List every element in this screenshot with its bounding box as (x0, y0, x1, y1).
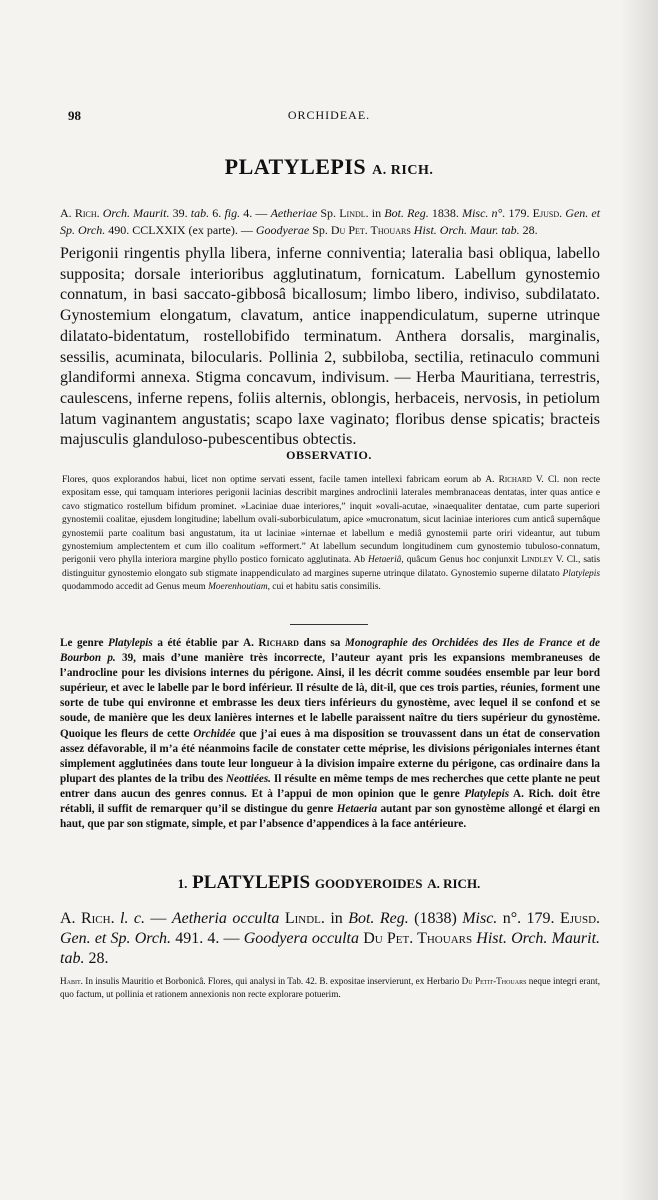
habitat-note: Habit. In insulis Mauritio et Borbonicâ. Flores, qui analysi in Tab. 42. B. expositae inservierunt, ex Herbario Du Petit-Thouars neque integri erant, quo factum, ut pollinia et rationem annexionis non recte explorare potuerim. (60, 976, 600, 999)
species-authority: A. RICH. (427, 876, 481, 891)
page-number: 98 (68, 108, 81, 123)
species-epithet: GOODYEROIDES (314, 876, 423, 891)
observatio-text: Flores, quos explorandos habui, licet non optime servati essent, facile tamen intellexi fabricam eorum ab A. Richard V. Cl. non recte expositam esse, qui tamquam interiores perigonii lacinias describit margines androclinii laterales membranaceas dentatas, inter quas antice e cavo stigmatico rostellum bifidum prominet. »Laciniae duae interiores,” inquit »ovali-acutae, »inaequaliter dentatae, cum parte superiori gynostemii coalitae, ejusdem longitudine; labellum ovali-suborbiculatum, apice »mucronatum, sicut laciniae interiores cum anticâ supernâque gynostemii parte coalitum basi angustatum, ita ut laciniae »internae et labellum e mediâ gynostemii parte oriri videantur, aut tubum gynostemium amplectentem et cum illo coalitum »efformert.” At labellum secundum longitudinem cum gynostemio tubuloso-connatum, perigonii vero phylla interiora margine phyllo postico fornicato agglutinata. Ab Hetaeriâ, quâcum Genus hoc conjunxit Lindley V. Cl., satis distinguitur gynostemio elongato sub stigmate inappendiculato ad margines superne utrinque dilatato. Gynostemio superne dilatato Platylepis quodammodo accedit ad Genus meum Moerenhoutiam, cui et habitu satis consimilis. (62, 475, 600, 593)
species-number: 1. (177, 876, 188, 891)
species-title (0, 872, 658, 894)
genus-authority: A. RICH. (372, 163, 434, 178)
species-synonymy: A. Rich. l. c. — Aetheria occulta Lindl. in Bot. Reg. (1838) Misc. n°. 179. Ejusd. Gen. et Sp. Orch. 491. 4. — Goodyera occulta Du Pet. Thouars Hist. Orch. Maurit. tab. 28. (60, 910, 601, 967)
running-head (0, 108, 658, 128)
species-genus: PLATYLEPIS (192, 872, 311, 893)
section-divider (290, 624, 368, 625)
french-commentary: Le genre Platylepis a été établie par A. Richard dans sa Monographie des Orchidées des Iles de France et de Bourbon p. 39, mais d’une manière très incorrecte, l’auteur ayant pris les expansions membraneuses de l’androcline pour les divisions internes du périgone. Ainsi, il les décrit comme soudées ensemble par leur bord supérieur, et avec le labelle par le bord inférieur. Il résulte de là, dit-il, que ces trois parties, réunies, forment une sorte de tube qui environne et embrasse les deux tiers inférieurs du gynostème, avec lequel il se confond et se soude, de manière que les deux lanières internes et le labelle paraissent naître du tiers supérieur du gynostème. Quoique les fleurs de cette Orchidée que j’ai eues à ma disposition se trouvassent dans un état de conservation assez défavorable, il m’a été néanmoins facile de constater cette méprise, les divisions périgoniales internes étant simplement agglutinées dans toute leur longueur à la division impaire externe du périgone, cas ordinaire dans la plupart des plantes de la tribu des Neottiées. Il résulte en même temps de mes recherches que cette plante ne peut entrer dans aucun des genres connus. Et à l’appui de mon opinion que le genre Platylepis A. Rich. doit être rétabli, il suffit de remarquer qu’il se distingue du genre Hetaeria autant par son gynostème allongé et élargi en haut, que par son stigmate, simple, et par l’absence d’appendices à la face antérieure. (60, 637, 601, 831)
genus-title (0, 154, 658, 180)
genus-synonymy: A. Rich. Orch. Maurit. 39. tab. 6. fig. 4. — Aetheriae Sp. Lindl. in Bot. Reg. 1838. Misc. n°. 179. Ejusd. Gen. et Sp. Orch. 490. CCLXXIX (ex parte). — Goodyerae Sp. Du Pet. Thouars Hist. Orch. Maur. tab. 28. (60, 206, 601, 237)
page-edge-shadow (620, 0, 658, 1200)
running-title: ORCHIDEAE. (287, 108, 371, 122)
genus-description: Perigonii ringentis phylla libera, inferne conniventia; lateralia basi obliqua, labello supposita; dorsale interioribus agglutinatum, fornicatum. Labellum gynostemio connatum, in basi saccato-gibbosâ bicallosum; limbo libero, indiviso, subdilatato. Gynostemium elongatum, clavatum, antice inappendiculatum, superne utrinque dilatato-bidentatum, rostellobifido terminatum. Anthera dorsalis, marginalis, sessilis, acuminata, bilocularis. Pollinia 2, subbiloba, sectilia, retinaculo communi glandiformi annexa. Stigma concavum, indivisum. — Herba Mauritiana, terrestris, caulescens, inferne repens, foliis alternis, oblongis, herbaceis, nervosis, in petiolum latum vaginantem angustatis; scapo laxe vaginato; floribus dense spicatis; bracteis majusculis glanduloso-pubescentibus obtectis. (60, 245, 600, 449)
genus-name: PLATYLEPIS (224, 154, 367, 179)
observatio-heading: OBSERVATIO. (286, 448, 372, 462)
